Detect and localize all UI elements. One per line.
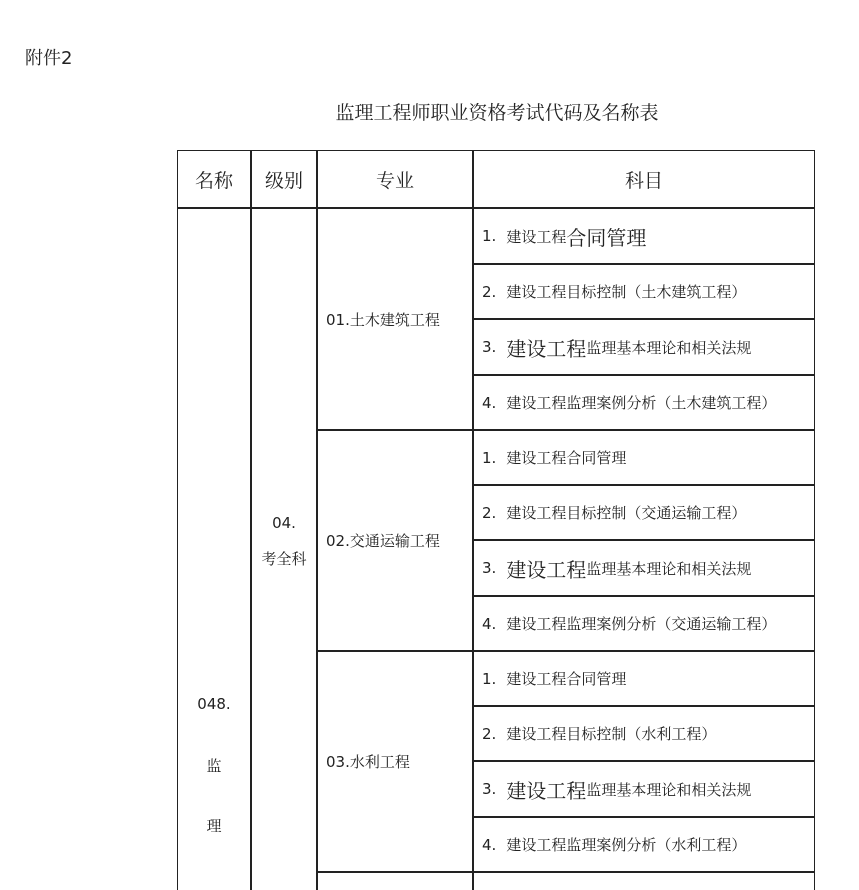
- subject-number: 4.: [482, 393, 497, 412]
- subject-text: 建设工程目标控制（土木建筑工程）: [506, 283, 747, 301]
- subject-row: [474, 320, 814, 374]
- subject-text-large: 建设工程: [506, 778, 587, 803]
- subject-text-large: 合同管理: [566, 225, 647, 250]
- subject-number: 3.: [482, 780, 497, 798]
- subject-text-large: 建设工程: [506, 336, 587, 361]
- exam-code-table: [177, 150, 815, 890]
- header-level: 级别: [264, 169, 303, 192]
- subject-number: 2.: [482, 724, 497, 743]
- subject-text: 监理基本理论和相关法规: [586, 559, 752, 578]
- subject-number: 1.: [482, 448, 497, 467]
- subject-row: [474, 597, 814, 650]
- subject-row: [474, 762, 814, 816]
- subject-text: 建设工程监理案例分析（交通运输工程）: [506, 615, 777, 633]
- subject-number: 1.: [482, 669, 497, 688]
- subject-text-large: 建设工程: [506, 557, 587, 582]
- table-border-right: [814, 150, 815, 890]
- subject-text: 监理基本理论和相关法规: [586, 780, 752, 799]
- subject-text: 建设工程目标控制（水利工程）: [506, 725, 717, 743]
- specialty-cell: 03.水利工程: [326, 753, 410, 771]
- subject-number: 4.: [482, 835, 497, 854]
- level-code: 04.: [272, 514, 296, 532]
- subject-number: 1.: [482, 227, 497, 245]
- table-border-left: [177, 150, 178, 890]
- subject-number: 3.: [482, 338, 497, 356]
- subject-row: [474, 486, 814, 539]
- attachment-label: 附件2: [25, 48, 73, 69]
- subject-row: [474, 265, 814, 318]
- subject-text: 建设工程监理案例分析（土木建筑工程）: [506, 394, 777, 412]
- subject-row: [474, 209, 814, 263]
- subject-row: [474, 541, 814, 595]
- subject-text: 监理基本理论和相关法规: [586, 338, 752, 357]
- subject-row: [474, 707, 814, 760]
- subject-text: 建设工程合同管理: [506, 449, 627, 467]
- name-char-1: 监: [206, 757, 222, 775]
- name-code: 048.: [197, 695, 231, 713]
- level-label: 考全科: [261, 550, 307, 568]
- subject-text: 建设工程合同管理: [506, 670, 627, 688]
- subject-row: [474, 652, 814, 705]
- specialty-cell: 01.土木建筑工程: [326, 310, 440, 329]
- header-subject: 科目: [624, 169, 663, 192]
- subject-text: 建设工程监理案例分析（水利工程）: [506, 836, 747, 854]
- subject-text: 建设工程: [506, 227, 567, 246]
- subject-number: 2.: [482, 282, 497, 301]
- header-specialty: 专业: [375, 169, 414, 192]
- subject-row: [474, 818, 814, 871]
- specialty-cell: 02.交通运输工程: [326, 532, 440, 550]
- document-title: 监理工程师职业资格考试代码及名称表: [335, 102, 659, 124]
- subject-number: 2.: [482, 503, 497, 522]
- subject-number: 3.: [482, 559, 497, 577]
- subject-text: 建设工程目标控制（交通运输工程）: [506, 504, 747, 522]
- header-name: 名称: [194, 169, 233, 192]
- name-char-2: 理: [206, 817, 222, 835]
- subject-row: [474, 376, 814, 429]
- group-separator: [316, 871, 815, 873]
- subject-number: 4.: [482, 614, 497, 633]
- subject-row: [474, 431, 814, 484]
